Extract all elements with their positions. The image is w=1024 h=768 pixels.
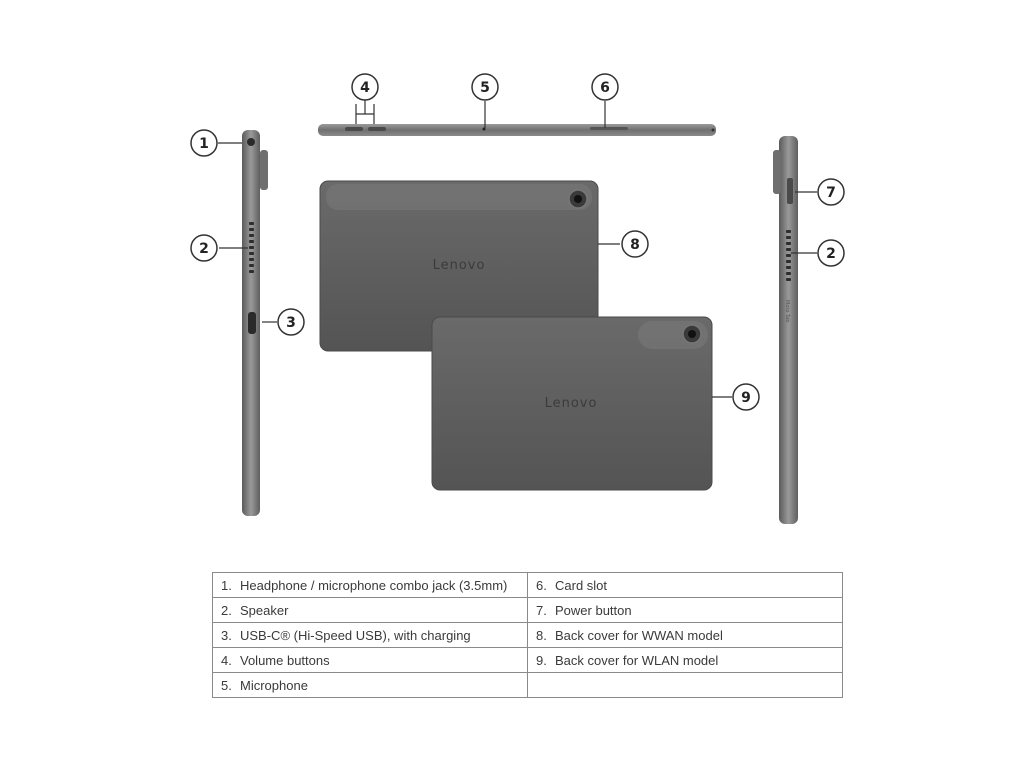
- tablet-right-side-view: [773, 136, 798, 524]
- callout-label: 4: [360, 80, 370, 96]
- callout-label: 9: [741, 390, 751, 406]
- power-button: [787, 178, 793, 204]
- legend-cell: 9. Back cover for WLAN model: [528, 648, 843, 673]
- usb-c-port: [248, 312, 256, 334]
- camera-bump: [260, 150, 268, 190]
- card-slot: [590, 127, 628, 130]
- callout-label: 8: [630, 237, 640, 253]
- tablet-top-edge-view: [318, 124, 716, 136]
- callout-label: 1: [199, 136, 209, 152]
- table-row: [213, 598, 843, 623]
- callout-label: 6: [600, 80, 610, 96]
- legend-cell: 1. Headphone / microphone combo jack (3.5mm): [213, 573, 528, 598]
- callout-label: 7: [826, 185, 836, 201]
- volume-up-button: [345, 127, 363, 131]
- table-row: [213, 623, 843, 648]
- side-logo: Moto Tab: [784, 300, 790, 323]
- legend-cell: 7. Power button: [528, 598, 843, 623]
- lenovo-logo: Lenovo: [544, 396, 598, 411]
- table-row: [213, 673, 843, 698]
- legend-table: [212, 572, 843, 698]
- legend-cell: [528, 673, 843, 698]
- camera-bump: [773, 150, 781, 194]
- table-row: [213, 573, 843, 598]
- tablet-back-wlan: [432, 317, 712, 490]
- legend-cell: 8. Back cover for WWAN model: [528, 623, 843, 648]
- tablet-left-side-view: [242, 130, 268, 516]
- legend-cell: 2. Speaker: [213, 598, 528, 623]
- callout-label: 5: [480, 80, 490, 96]
- speaker-grille-left: [249, 222, 254, 273]
- audio-jack: [247, 138, 255, 146]
- legend-cell: 6. Card slot: [528, 573, 843, 598]
- callout-label: 3: [286, 315, 296, 331]
- table-row: [213, 648, 843, 673]
- legend-cell: 4. Volume buttons: [213, 648, 528, 673]
- callout-label: 2: [826, 246, 836, 262]
- antenna-band: [326, 184, 592, 210]
- legend-cell: 5. Microphone: [213, 673, 528, 698]
- lenovo-logo: Lenovo: [432, 258, 486, 273]
- callout-label: 2: [199, 241, 209, 257]
- speaker-grille-right: [786, 230, 791, 281]
- volume-down-button: [368, 127, 386, 131]
- legend-cell: 3. USB-C® (Hi-Speed USB), with charging: [213, 623, 528, 648]
